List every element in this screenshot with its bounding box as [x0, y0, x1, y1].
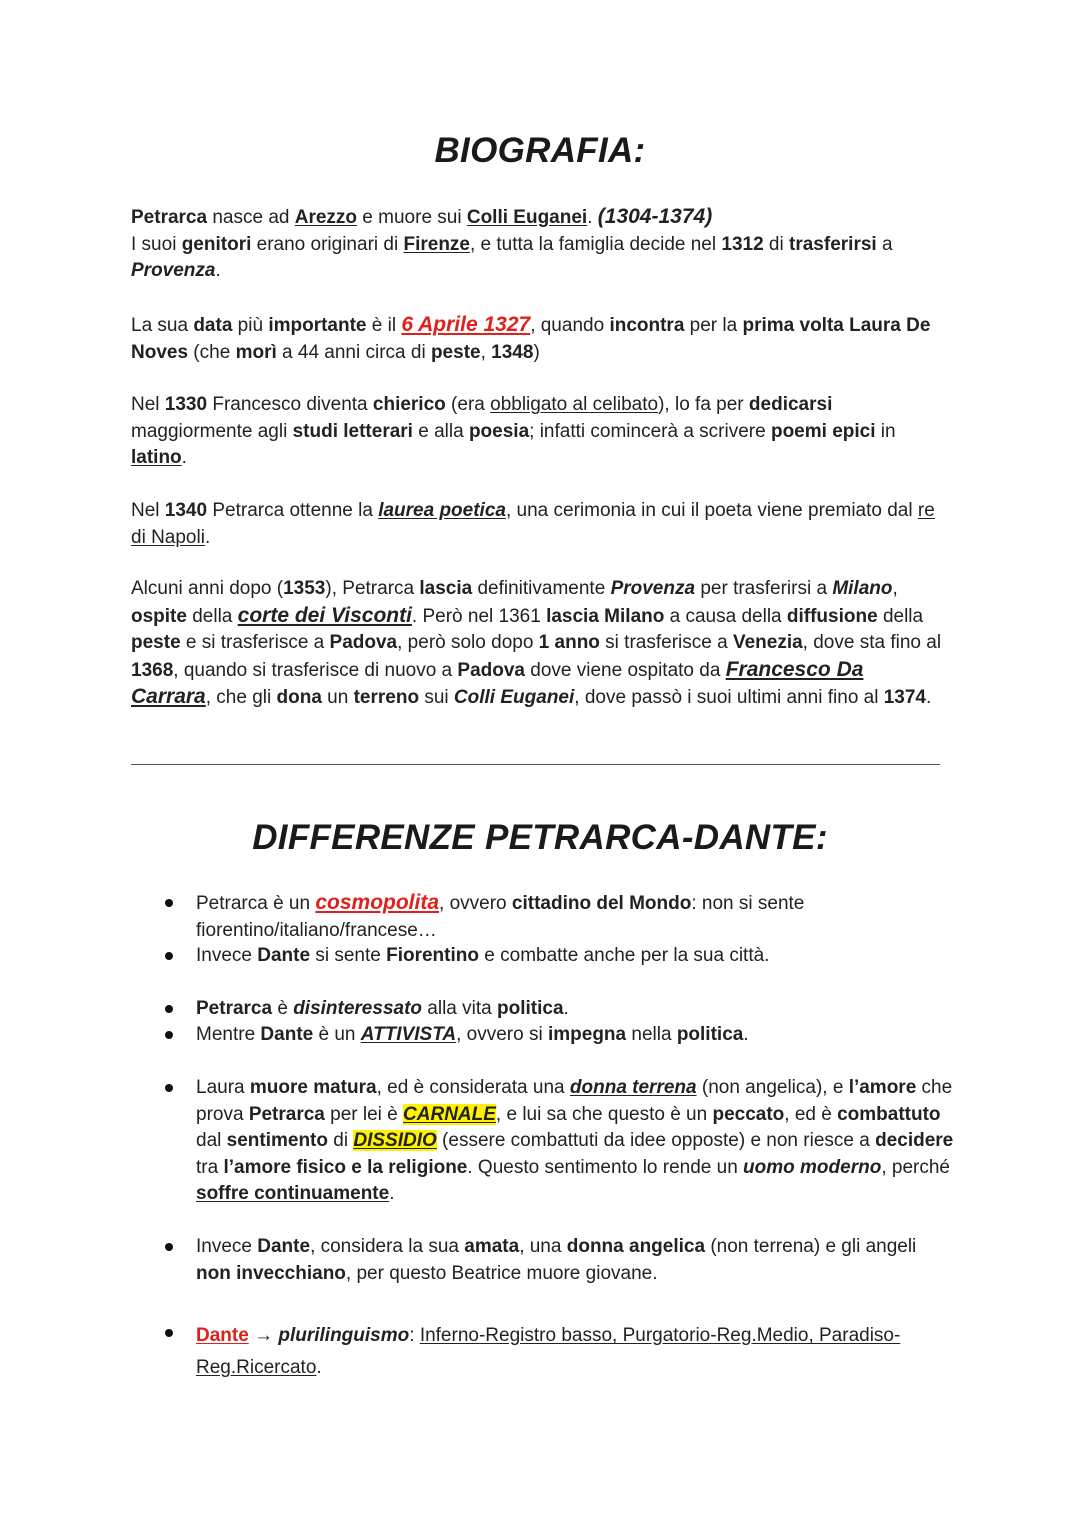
text-run: diffusione — [786, 605, 878, 627]
text-run: e muore sui — [357, 207, 467, 228]
text-run: Petrarca ottenne la — [207, 500, 379, 521]
text-run: politica — [497, 998, 564, 1019]
text-run: obbligato al celibato — [490, 394, 659, 415]
text-run: chierico — [372, 394, 446, 415]
text-run: , però solo dopo — [397, 632, 539, 654]
text-run: . Però nel 1361 — [411, 605, 547, 627]
text-run: . — [389, 1183, 395, 1205]
text-run: per lei è — [324, 1103, 404, 1125]
text-run: Colli Euganei — [466, 207, 588, 228]
list-item-text — [196, 1325, 900, 1378]
text-run: , ed è considerata una — [376, 1077, 570, 1098]
text-run: Francesco Da Carrara — [131, 657, 864, 709]
text-run: . — [181, 447, 187, 469]
text-run: 1312 — [721, 233, 764, 255]
text-run: Petrarca è un — [196, 893, 316, 914]
text-run: più — [232, 315, 269, 336]
text-run: soffre continuamente — [196, 1183, 390, 1205]
text-run: Nel — [131, 500, 165, 521]
text-run: . — [316, 1357, 322, 1378]
list-item-text — [196, 1077, 953, 1204]
text-run: (non angelica), e — [696, 1077, 849, 1098]
text-run: . — [204, 526, 211, 548]
text-run: 1348 — [491, 341, 534, 363]
text-run: della — [877, 605, 924, 627]
text-run: a 44 anni circa di — [276, 341, 431, 363]
list-item-text — [196, 1236, 916, 1284]
text-run: a causa della — [664, 605, 787, 627]
text-run: 1 anno — [538, 632, 600, 654]
text-run: donna angelica — [566, 1236, 706, 1257]
text-run: lascia Milano — [546, 605, 665, 627]
text-run: . — [926, 687, 932, 709]
text-run: , quando si trasferisce di nuovo a — [173, 659, 458, 681]
text-run: politica — [676, 1024, 744, 1045]
text-run: , ovvero si — [456, 1024, 548, 1045]
text-run: e combatte anche per la sua città. — [479, 945, 770, 966]
text-run: combattuto — [837, 1103, 941, 1125]
section-title-differenze: DIFFERENZE PETRARCA-DANTE: — [252, 818, 828, 857]
text-run: CARNALE — [403, 1103, 496, 1125]
text-run: è il — [366, 315, 402, 336]
text-run: → — [248, 1325, 279, 1346]
text-run: ATTIVISTA — [360, 1024, 457, 1045]
text-run: Mentre — [196, 1024, 261, 1045]
text-run: peste — [430, 341, 481, 363]
text-run: Alcuni anni dopo ( — [131, 578, 284, 599]
text-run: 1374 — [883, 687, 927, 709]
text-run: Inferno-Registro basso, Purgatorio-Reg.Medio, Paradiso-Reg.Ricercato — [196, 1325, 901, 1378]
text-run: , e lui sa che questo è un — [495, 1103, 713, 1125]
text-run: ), lo fa per — [658, 394, 749, 415]
bullet-icon — [165, 952, 173, 960]
text-run: importante — [268, 315, 367, 336]
text-run: definitivamente — [472, 578, 611, 599]
text-run: 6 Aprile 1327 — [401, 313, 531, 336]
list-item — [196, 1320, 956, 1384]
text-run: data — [193, 315, 233, 336]
text-run: Nel — [131, 394, 165, 415]
text-run: Francesco diventa — [207, 394, 373, 415]
text-run: (che — [188, 341, 236, 363]
text-run: un — [321, 687, 354, 709]
list-item — [196, 1022, 956, 1049]
paragraph-laurea-poetica — [131, 498, 943, 551]
bullet-icon — [165, 1243, 173, 1251]
text-run: : — [409, 1325, 420, 1346]
text-run: Laura — [196, 1077, 250, 1098]
text-run: , dove sta fino al — [802, 632, 942, 654]
list-item-text — [196, 893, 804, 941]
text-run: , che gli — [205, 687, 277, 709]
text-run: per la — [684, 315, 743, 336]
text-run: re di Napoli — [131, 500, 935, 548]
text-run: in — [875, 420, 896, 442]
text-run: lascia — [419, 578, 473, 599]
text-run: , ed è — [784, 1103, 838, 1125]
list-item — [196, 1234, 956, 1287]
text-run: di — [328, 1130, 354, 1152]
text-run: poesia — [468, 420, 530, 442]
text-run: Firenze — [403, 233, 470, 255]
text-run: Fiorentino — [386, 945, 479, 966]
text-run: e si trasferisce a — [180, 632, 330, 654]
bullet-icon — [165, 899, 173, 907]
text-run: Petrarca — [131, 207, 208, 228]
list-item — [196, 890, 956, 944]
text-run: . — [563, 998, 569, 1019]
text-run: prima volta Laura De Noves — [131, 315, 931, 363]
paragraph-chierico — [131, 392, 943, 472]
text-run: sentimento — [226, 1130, 328, 1152]
text-run: muore matura — [249, 1077, 377, 1098]
text-run: I suoi — [131, 233, 182, 255]
text-run: tra — [196, 1156, 224, 1178]
text-run: , e tutta la famiglia decide nel — [470, 233, 722, 255]
text-run: Provenza — [131, 260, 216, 282]
text-run: Milano — [832, 578, 893, 599]
text-run: l’amore — [848, 1077, 917, 1098]
text-run: Invece — [196, 1236, 258, 1257]
text-run: DISSIDIO — [353, 1130, 437, 1152]
text-run: dove viene ospitato da — [524, 659, 726, 681]
text-run: che prova — [196, 1077, 953, 1125]
text-run: dedicarsi — [748, 394, 833, 415]
list-item — [196, 996, 956, 1023]
text-run: dona — [276, 687, 322, 709]
text-run: uomo moderno — [743, 1156, 882, 1178]
bullet-icon — [165, 1031, 173, 1039]
text-run: ; infatti comincerà a scrivere — [529, 420, 771, 442]
text-run: Dante — [257, 1236, 311, 1257]
text-run: decidere — [875, 1130, 954, 1152]
text-run: sui — [419, 687, 454, 709]
text-run: maggiormente agli — [131, 420, 293, 442]
text-run: incontra — [609, 315, 685, 336]
text-run: . — [743, 1024, 749, 1045]
text-run: terreno — [353, 687, 420, 709]
list-item — [196, 1075, 956, 1208]
text-run: , — [480, 341, 492, 363]
text-run: (essere combattuti da idee opposte) e non riesce a — [436, 1130, 876, 1152]
text-run: peccato — [712, 1103, 785, 1125]
paragraph-nascita — [131, 204, 943, 285]
text-run: . Questo sentimento lo rende un — [467, 1156, 744, 1178]
list-item — [196, 943, 956, 970]
text-run: peste — [131, 632, 181, 654]
text-run: corte dei Visconti — [237, 603, 412, 627]
text-run: La sua — [131, 315, 194, 336]
paragraph-trasferimenti — [131, 576, 943, 712]
text-run: morì — [235, 341, 277, 363]
text-run: Dante — [196, 1325, 249, 1346]
text-run: ) — [533, 341, 540, 363]
text-run: (non terrena) e gli angeli — [705, 1236, 917, 1257]
text-run: a — [876, 233, 893, 255]
text-run: erano originari di — [251, 233, 404, 255]
text-run: Dante — [257, 945, 311, 966]
text-run: cosmopolita — [315, 891, 440, 914]
text-run: e alla — [412, 420, 469, 442]
text-run: , per questo Beatrice muore giovane. — [345, 1262, 658, 1284]
text-run: Petrarca — [248, 1103, 325, 1125]
text-run: , perché — [881, 1156, 950, 1178]
text-run: ), Petrarca — [325, 578, 420, 599]
text-run: non invecchiano — [196, 1262, 346, 1284]
text-run: , quando — [530, 315, 610, 336]
text-run: Invece — [196, 945, 258, 966]
text-run: studi letterari — [292, 420, 413, 442]
list-item-text — [196, 998, 569, 1019]
bullet-icon — [165, 1084, 173, 1092]
text-run: donna terrena — [569, 1077, 697, 1098]
text-run: (era — [445, 394, 491, 415]
text-run: plurilinguismo — [278, 1325, 410, 1346]
text-run: (1304-1374) — [597, 205, 713, 228]
text-run: Colli Euganei — [453, 687, 575, 709]
text-run: si sente — [310, 945, 387, 966]
text-run: cittadino del Mondo — [511, 893, 692, 914]
bullet-icon — [165, 1329, 173, 1337]
text-run: trasferirsi — [789, 233, 877, 255]
text-run: della — [186, 605, 238, 627]
text-run: latino — [131, 447, 182, 469]
text-run: per trasferirsi a — [695, 578, 833, 599]
text-run: è un — [313, 1024, 361, 1045]
list-item-text — [196, 945, 769, 966]
text-run: impegna — [547, 1024, 627, 1045]
text-run: alla vita — [422, 998, 497, 1019]
text-run: nella — [626, 1024, 677, 1045]
text-run: Padova — [329, 632, 398, 654]
text-run: dal — [196, 1130, 227, 1152]
text-run: Provenza — [610, 578, 696, 599]
text-run: 1353 — [283, 578, 326, 599]
text-run: si trasferisce a — [599, 632, 733, 654]
text-run: Dante — [260, 1024, 314, 1045]
text-run: , una — [519, 1236, 567, 1257]
text-run: . — [587, 207, 598, 228]
text-run: 1368 — [131, 659, 174, 681]
text-run: disinteressato — [293, 998, 423, 1019]
text-run: Padova — [457, 659, 525, 681]
text-run: , ovvero — [439, 893, 512, 914]
text-run: amata — [464, 1236, 520, 1257]
text-run: Petrarca — [196, 998, 273, 1019]
text-run: nasce ad — [207, 207, 295, 228]
text-run: , — [892, 578, 898, 599]
bullet-icon — [165, 1005, 173, 1013]
text-run: Arezzo — [294, 207, 358, 228]
text-run: , considera la sua — [310, 1236, 465, 1257]
text-run: l’amore fisico e la religione — [223, 1156, 468, 1178]
text-run: . — [215, 260, 221, 282]
text-run: , dove passò i suoi ultimi anni fino al — [574, 687, 884, 709]
paragraph-data-importante — [131, 312, 943, 366]
text-run: ospite — [131, 605, 187, 627]
text-run: di — [763, 233, 790, 255]
text-run: poemi epici — [770, 420, 876, 442]
list-item-text — [196, 1024, 749, 1045]
text-run: , una cerimonia in cui il poeta viene premiato dal — [505, 500, 918, 521]
text-run: : non si sente fiorentino/italiano/francese… — [196, 893, 805, 941]
text-run: laurea poetica — [378, 500, 506, 521]
section-divider — [131, 764, 940, 765]
text-run: 1340 — [164, 500, 208, 521]
text-run: genitori — [181, 233, 252, 255]
text-run: 1330 — [164, 394, 208, 415]
text-run: è — [272, 998, 294, 1019]
text-run: Venezia — [732, 632, 803, 654]
section-title-biografia: BIOGRAFIA: — [434, 131, 646, 170]
